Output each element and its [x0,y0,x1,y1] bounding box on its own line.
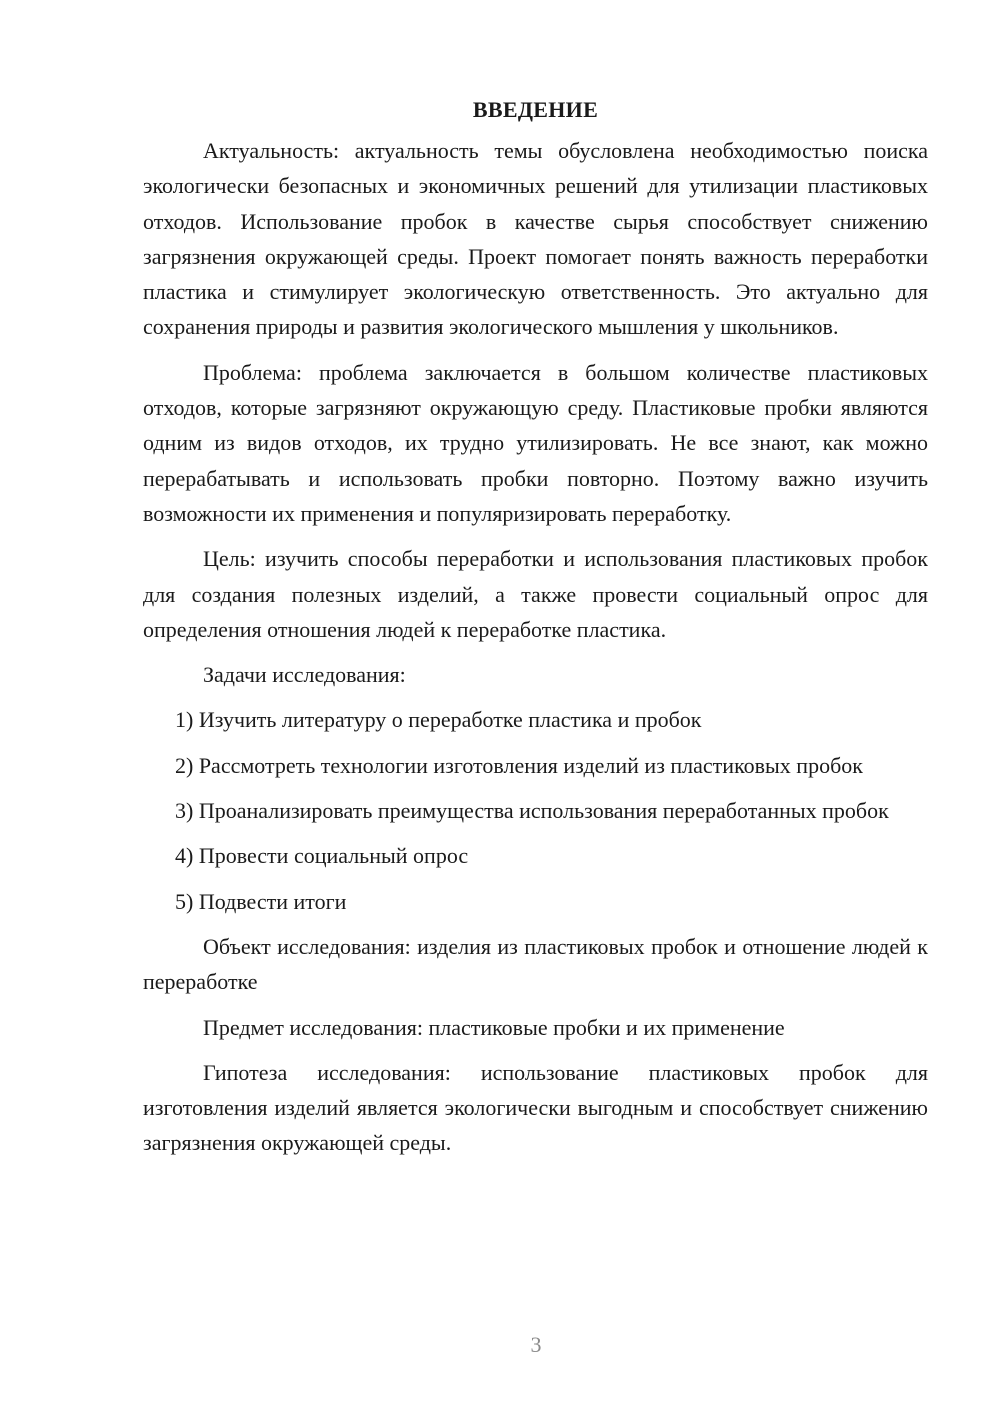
object-paragraph: Объект исследования: изделия из пластиковых пробок и отношение людей к переработке [143,933,928,995]
tasks-title: Задачи исследования: [203,662,406,688]
task-item-5: 5) Подвести итоги [175,888,347,914]
task-item-1: 1) Изучить литературу о переработке пластика и пробок [175,707,702,733]
section-heading: ВВЕДЕНИЕ [472,97,599,122]
goal-paragraph: Цель: изучить способы переработки и использования пластиковых пробок для создания полезных изделий, а также провести социальный опрос для определения отношения людей к переработке пластика. [143,546,928,642]
task-item-2: 2) Рассмотреть технологии изготовления изделий из пластиковых пробок [175,752,863,778]
page-number: 3 [530,1332,542,1357]
task-item-4: 4) Провести социальный опрос [175,843,469,869]
document-page [143,92,928,1171]
subject-paragraph: Предмет исследования: пластиковые пробки и их применение [203,1014,785,1040]
problem-paragraph: Проблема: проблема заключается в большом количестве пластиковых отходов, которые загрязняют окружающую среду. Пластиковые пробки являются одним из видов отходов, их трудно утилизировать. Не все знают, как можно перерабатывать и использовать пробки повторно. Поэтому важно изучить возможности их применения и популяризировать переработку. [143,359,928,526]
relevance-paragraph: Актуальность: актуальность темы обусловлена необходимостью поиска экологически безопасных и экономичных решений для утилизации пластиковых отходов. Использование пробок в качестве сырья способствует снижению загрязнения окружающей среды. Проект помогает понять важность переработки пластика и стимулирует экологическую ответственность. Это актуально для сохранения природы и развития экологического мышления у школьников. [143,138,928,340]
task-item-3: 3) Проанализировать преимущества использования переработанных пробок [175,798,889,824]
hypothesis-paragraph: Гипотеза исследования: использование пластиковых пробок для изготовления изделий является экологически выгодным и способствует снижению загрязнения окружающей среды. [143,1059,928,1156]
